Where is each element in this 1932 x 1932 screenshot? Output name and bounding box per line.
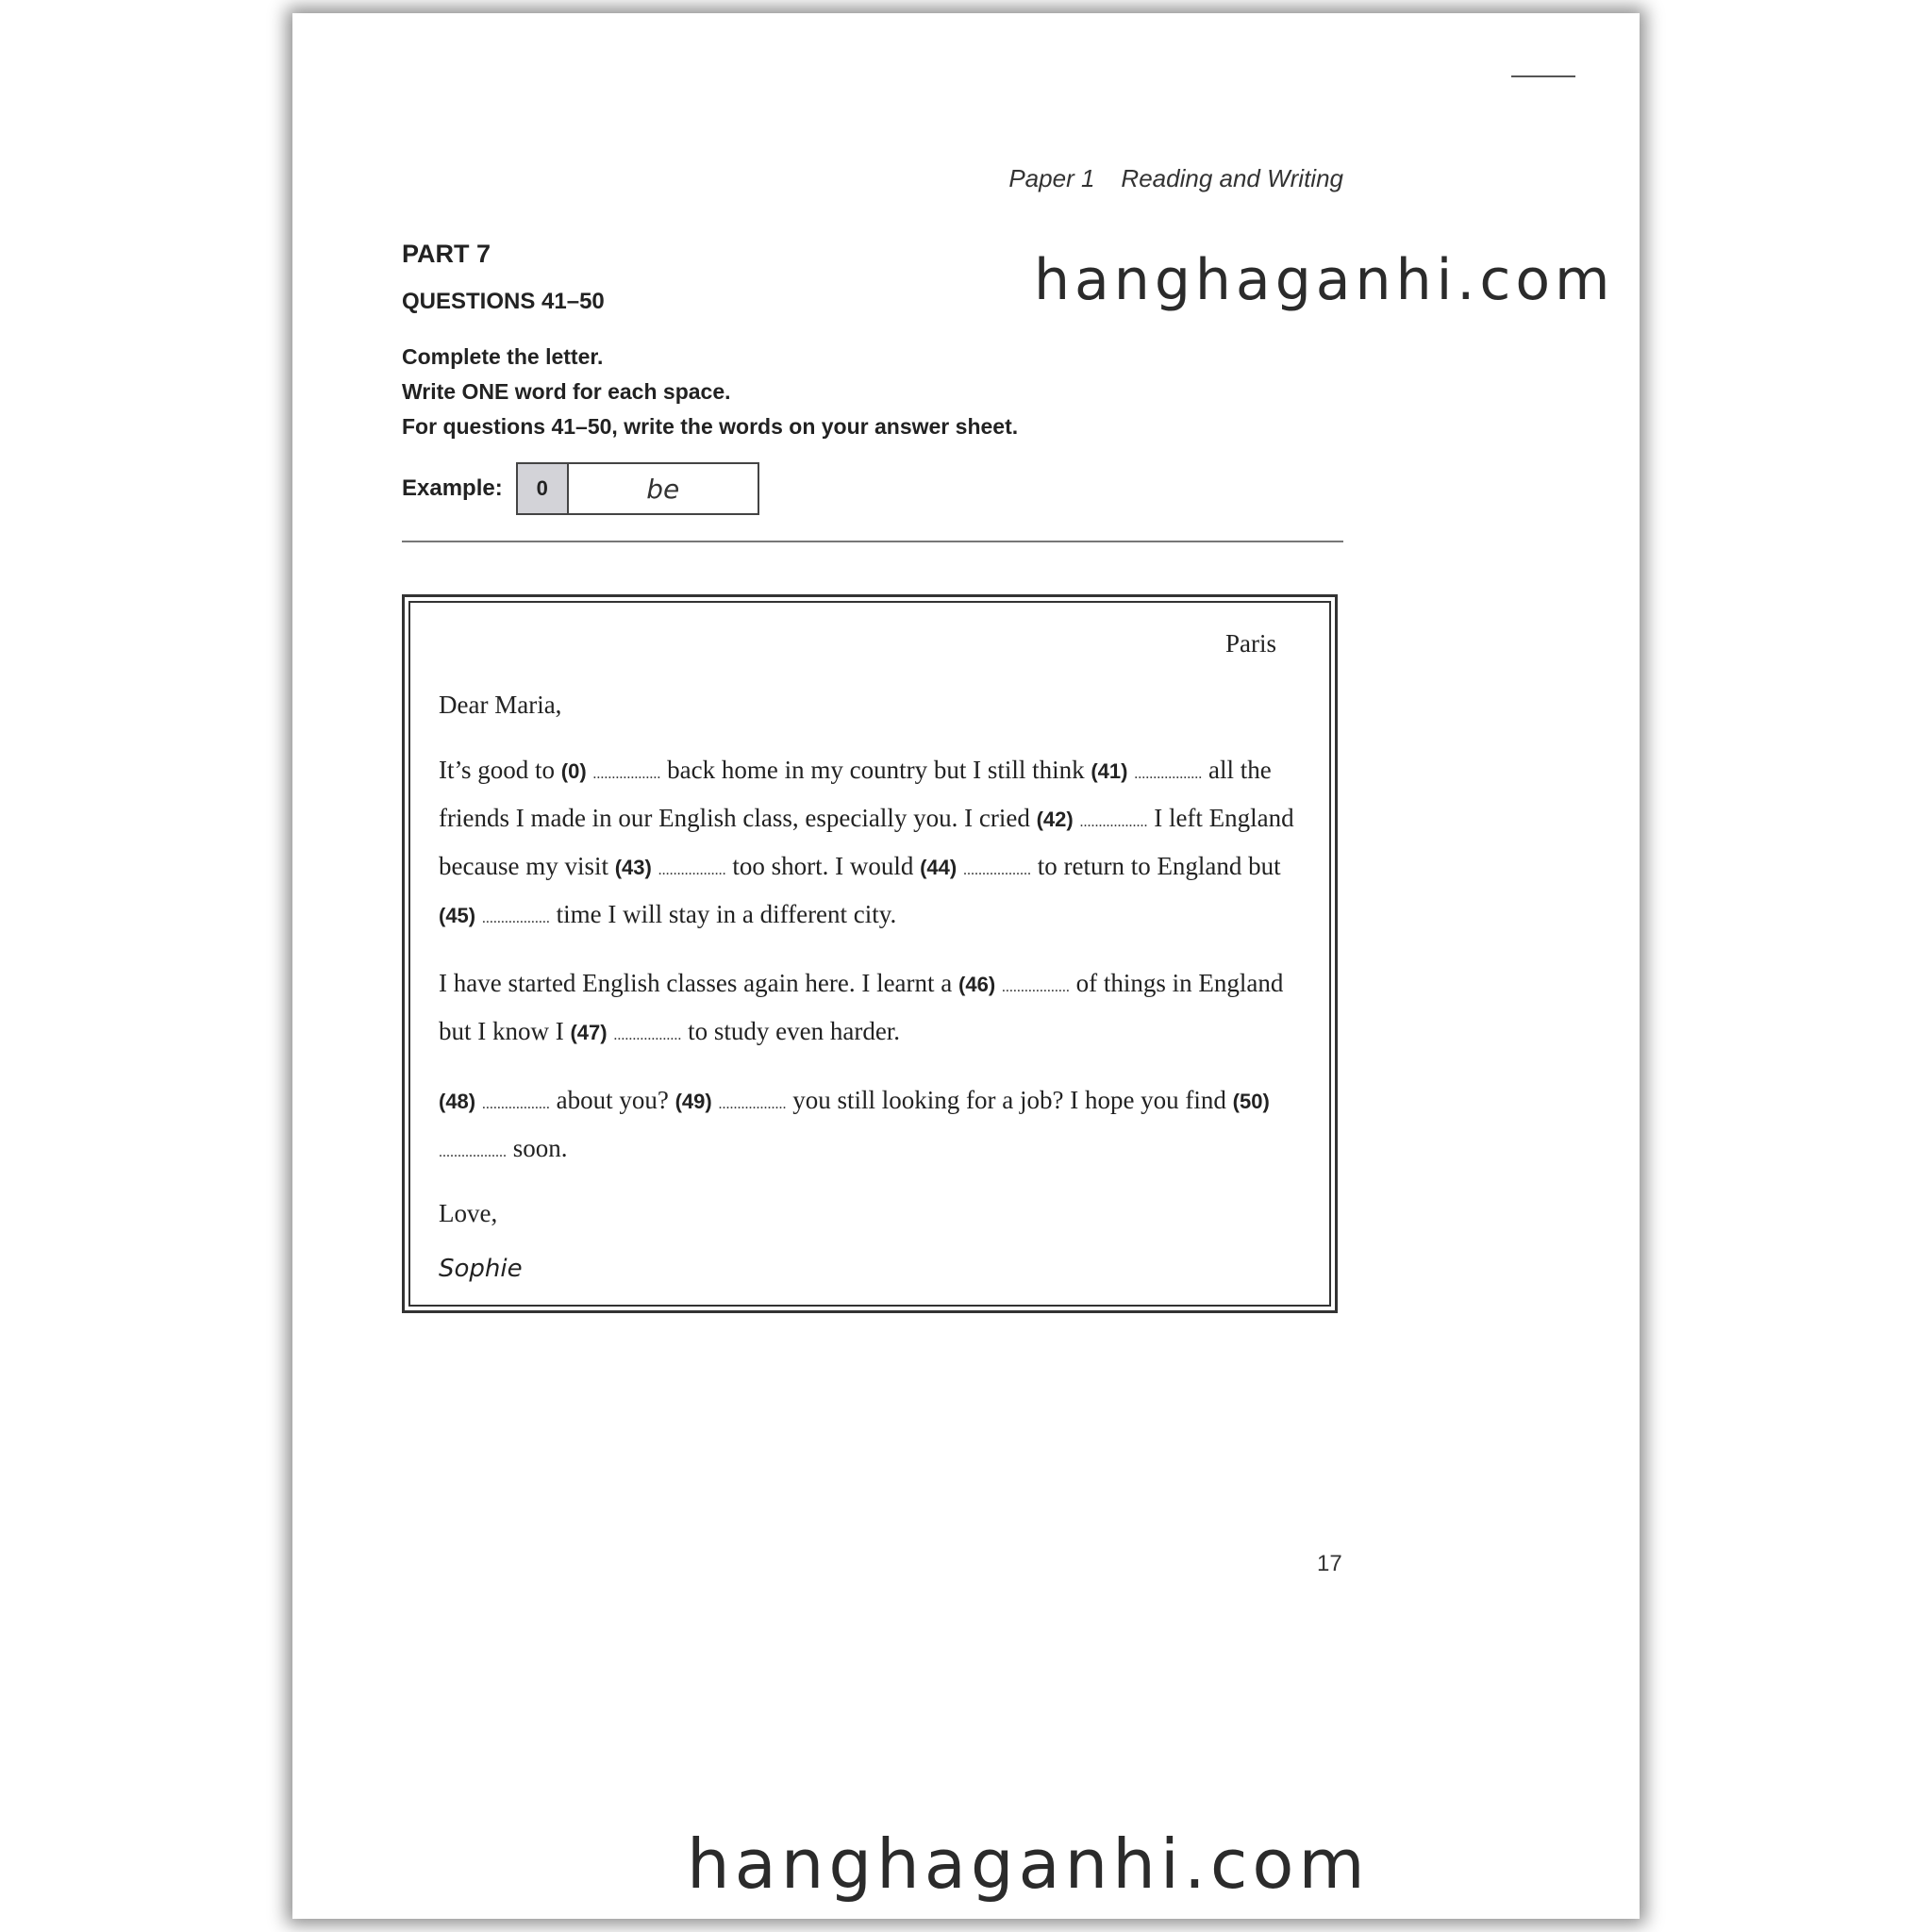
gap-number: (42) — [1036, 808, 1074, 831]
text: It’s good to — [439, 756, 561, 784]
gap-number: (47) — [570, 1021, 608, 1044]
letter-place: Paris — [1225, 629, 1276, 658]
letter-frame — [402, 594, 1338, 1313]
page-number: 17 — [1317, 1551, 1342, 1576]
questions-range: QUESTIONS 41–50 — [402, 289, 605, 314]
letter-greeting: Dear Maria, — [439, 691, 562, 719]
letter-paragraph-2 — [439, 961, 1301, 1058]
watermark-bottom: hanghaganhi.com — [687, 1824, 1370, 1904]
text: I have started English classes again here. I learnt a — [439, 969, 959, 997]
text: to study even harder. — [681, 1017, 901, 1045]
text: about you? — [549, 1086, 675, 1114]
text: all the friends I made in our English class, especially you. I cried — [439, 756, 1272, 832]
text: of things in England but I know I — [439, 969, 1284, 1045]
letter-closing: Love, — [439, 1199, 498, 1227]
part-title: PART 7 — [402, 240, 491, 268]
example-number: 0 — [518, 464, 569, 513]
text: you still looking for a job? I hope you find — [786, 1086, 1233, 1114]
example-row — [402, 462, 759, 515]
text: I left England because my visit — [439, 804, 1294, 880]
gap-number: (46) — [958, 973, 996, 996]
gap-number: (0) — [560, 759, 587, 783]
answer-gap: .................. — [481, 910, 550, 926]
instruction-line: Complete the letter. — [402, 344, 604, 369]
letter-paragraph-3 — [439, 1078, 1301, 1174]
text: back home in my country but I still think — [660, 756, 1091, 784]
instruction-line: For questions 41–50, write the words on your answer sheet. — [402, 414, 1019, 439]
answer-gap: .................. — [439, 1144, 507, 1160]
gap-number: (50) — [1232, 1090, 1270, 1113]
gap-number: (48) — [439, 1090, 476, 1113]
corner-rule — [1511, 75, 1575, 77]
answer-gap: .................. — [718, 1096, 787, 1112]
answer-gap: .................. — [481, 1096, 550, 1112]
answer-gap: .................. — [1001, 979, 1070, 995]
gap-number: (44) — [920, 856, 958, 879]
letter-body — [408, 601, 1331, 1307]
gap-number: (43) — [614, 856, 652, 879]
section-divider — [402, 541, 1343, 542]
text: to return to England but — [1030, 852, 1281, 880]
gap-number: (45) — [439, 904, 476, 927]
instruction-line: Write ONE word for each space. — [402, 379, 731, 404]
text: too short. I would — [725, 852, 921, 880]
answer-gap: .................. — [658, 862, 726, 878]
exam-page — [292, 13, 1640, 1919]
example-box — [516, 462, 759, 515]
answer-gap: .................. — [1079, 814, 1148, 830]
example-label: Example: — [402, 475, 503, 501]
example-answer: be — [646, 473, 680, 505]
watermark-top: hanghaganhi.com — [1034, 247, 1615, 313]
answer-gap: .................. — [592, 766, 661, 782]
text: soon. — [507, 1134, 568, 1162]
letter-signature: Sophie — [439, 1255, 523, 1283]
letter-paragraph-1 — [439, 748, 1301, 941]
gap-number: (49) — [675, 1090, 712, 1113]
running-head — [292, 164, 1343, 193]
gap-number: (41) — [1091, 759, 1128, 783]
answer-gap: .................. — [962, 862, 1031, 878]
answer-gap: .................. — [613, 1027, 682, 1043]
paper-label: Paper 1 — [1008, 164, 1095, 192]
instructions — [402, 340, 1018, 444]
section-label: Reading and Writing — [1121, 164, 1343, 192]
text: time I will stay in a different city. — [549, 900, 897, 928]
answer-gap: .................. — [1134, 766, 1203, 782]
